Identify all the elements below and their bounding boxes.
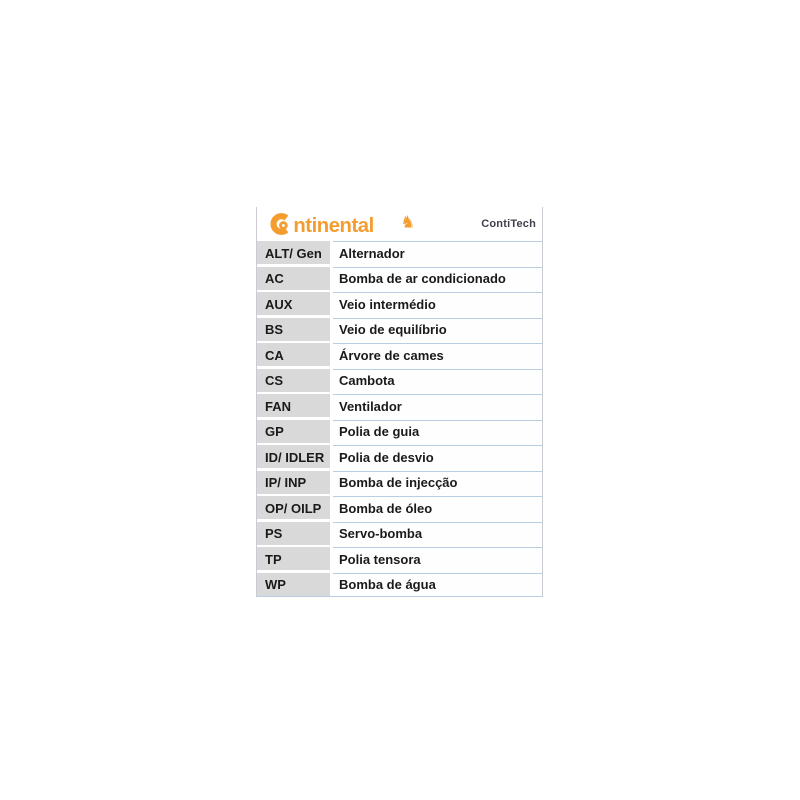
- description-cell: Veio intermédio: [333, 292, 542, 315]
- description-cell: Bomba de injecção: [333, 471, 542, 494]
- code-cell: AUX: [257, 292, 330, 315]
- description-cell: Bomba de óleo: [333, 496, 542, 519]
- description-cell: Bomba de ar condicionado: [333, 267, 542, 290]
- code-cell: OP/ OILP: [257, 496, 330, 519]
- description-cell: Alternador: [333, 241, 542, 264]
- contitech-wordmark: ContiTech: [481, 218, 536, 230]
- code-cell: CA: [257, 343, 330, 366]
- code-cell: IP/ INP: [257, 471, 330, 494]
- code-cell: ID/ IDLER: [257, 445, 330, 468]
- brand-header: [257, 207, 542, 241]
- description-cell: Ventilador: [333, 394, 542, 417]
- code-cell: FAN: [257, 394, 330, 417]
- continental-c-mark: [274, 216, 287, 232]
- description-cell: Servo-bomba: [333, 522, 542, 545]
- code-cell: PS: [257, 522, 330, 545]
- description-cell: Polia de guia: [333, 420, 542, 443]
- description-cell: Cambota: [333, 369, 542, 392]
- continental-wordmark-tail: ntinental: [293, 214, 374, 236]
- horse-icon: ♞: [400, 212, 416, 232]
- code-cell: AC: [257, 267, 330, 290]
- description-cell: Polia tensora: [333, 547, 542, 570]
- description-cell: Bomba de água: [333, 573, 542, 596]
- abbreviation-legend-table: [256, 207, 543, 597]
- code-cell: CS: [257, 369, 330, 392]
- code-cell: WP: [257, 573, 330, 596]
- legend-rows: [257, 241, 542, 596]
- code-cell: BS: [257, 318, 330, 341]
- description-cell: Árvore de cames: [333, 343, 542, 366]
- description-cell: Polia de desvio: [333, 445, 542, 468]
- continental-logo: [264, 212, 428, 236]
- code-cell: GP: [257, 420, 330, 443]
- description-cell: Veio de equilíbrio: [333, 318, 542, 341]
- code-cell: ALT/ Gen: [257, 241, 330, 264]
- code-cell: TP: [257, 547, 330, 570]
